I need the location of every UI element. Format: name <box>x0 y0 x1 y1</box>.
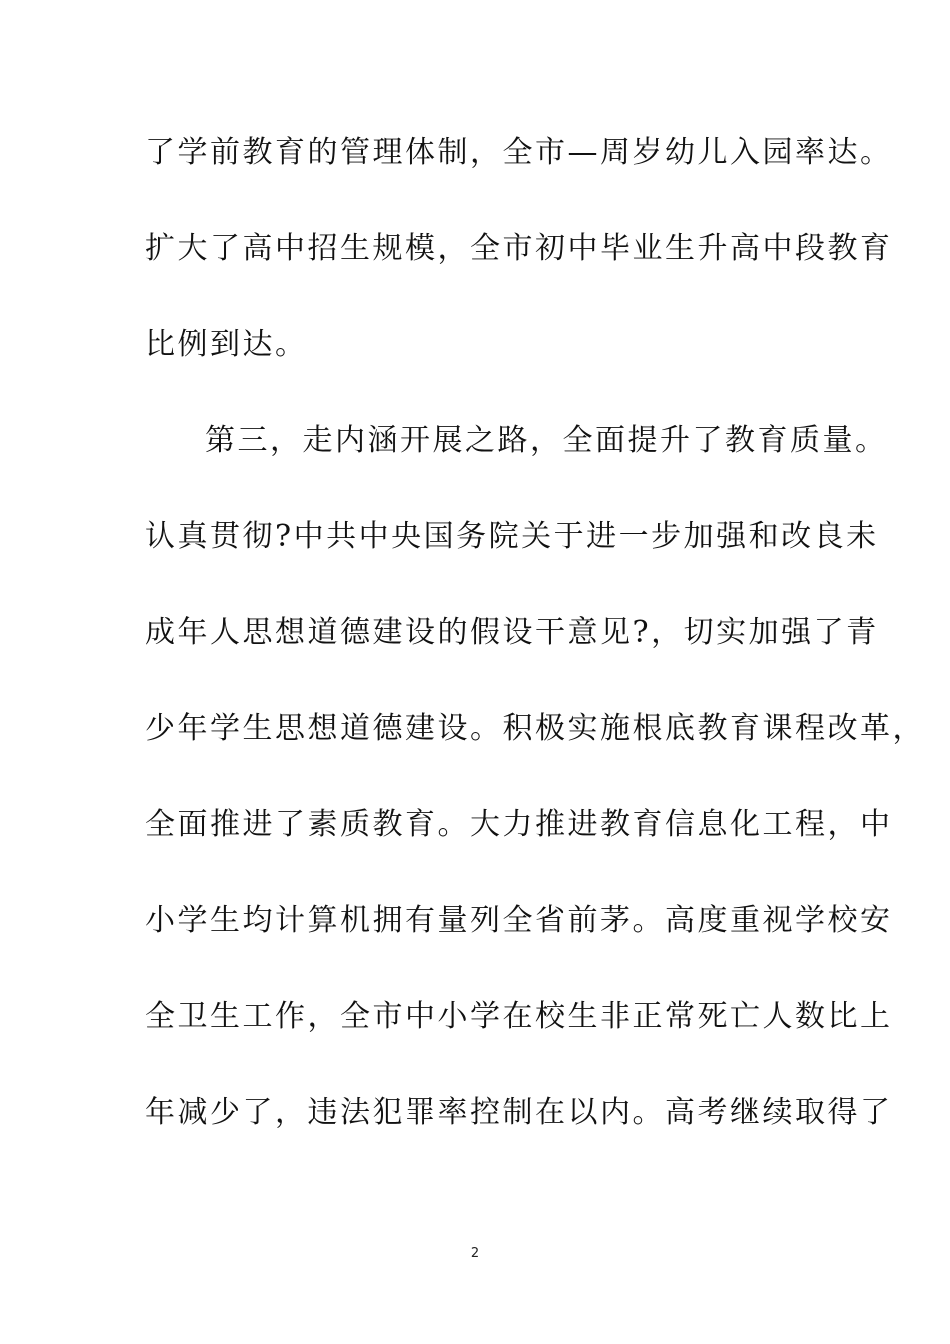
text-line: 少年学生思想道德建设。积极实施根底教育课程改革， <box>145 711 925 746</box>
body-text <box>145 128 925 1184</box>
text-line: 全面推进了素质教育。大力推进教育信息化工程，中 <box>145 807 893 842</box>
text-line: 年减少了，违法犯罪率控制在以内。高考继续取得了 <box>145 1095 893 1130</box>
text-line: 扩大了高中招生规模，全市初中毕业生升高中段教育 <box>145 231 893 266</box>
text-line: 成年人思想道德建设的假设干意见?，切实加强了青 <box>145 615 879 650</box>
text-line: 认真贯彻?中共中央国务院关于进一步加强和改良未 <box>145 519 879 554</box>
text-line: 比例到达。 <box>145 327 308 362</box>
text-line: 小学生均计算机拥有量列全省前茅。高度重视学校安 <box>145 903 893 938</box>
paragraph-start-line: 第三，走内涵开展之路，全面提升了教育质量。 <box>205 423 888 458</box>
text-line: 全卫生工作，全市中小学在校生非正常死亡人数比上 <box>145 999 893 1034</box>
page-number: 2 <box>470 1246 480 1261</box>
text-line: 了学前教育的管理体制，全市—周岁幼儿入园率达。 <box>145 135 893 170</box>
